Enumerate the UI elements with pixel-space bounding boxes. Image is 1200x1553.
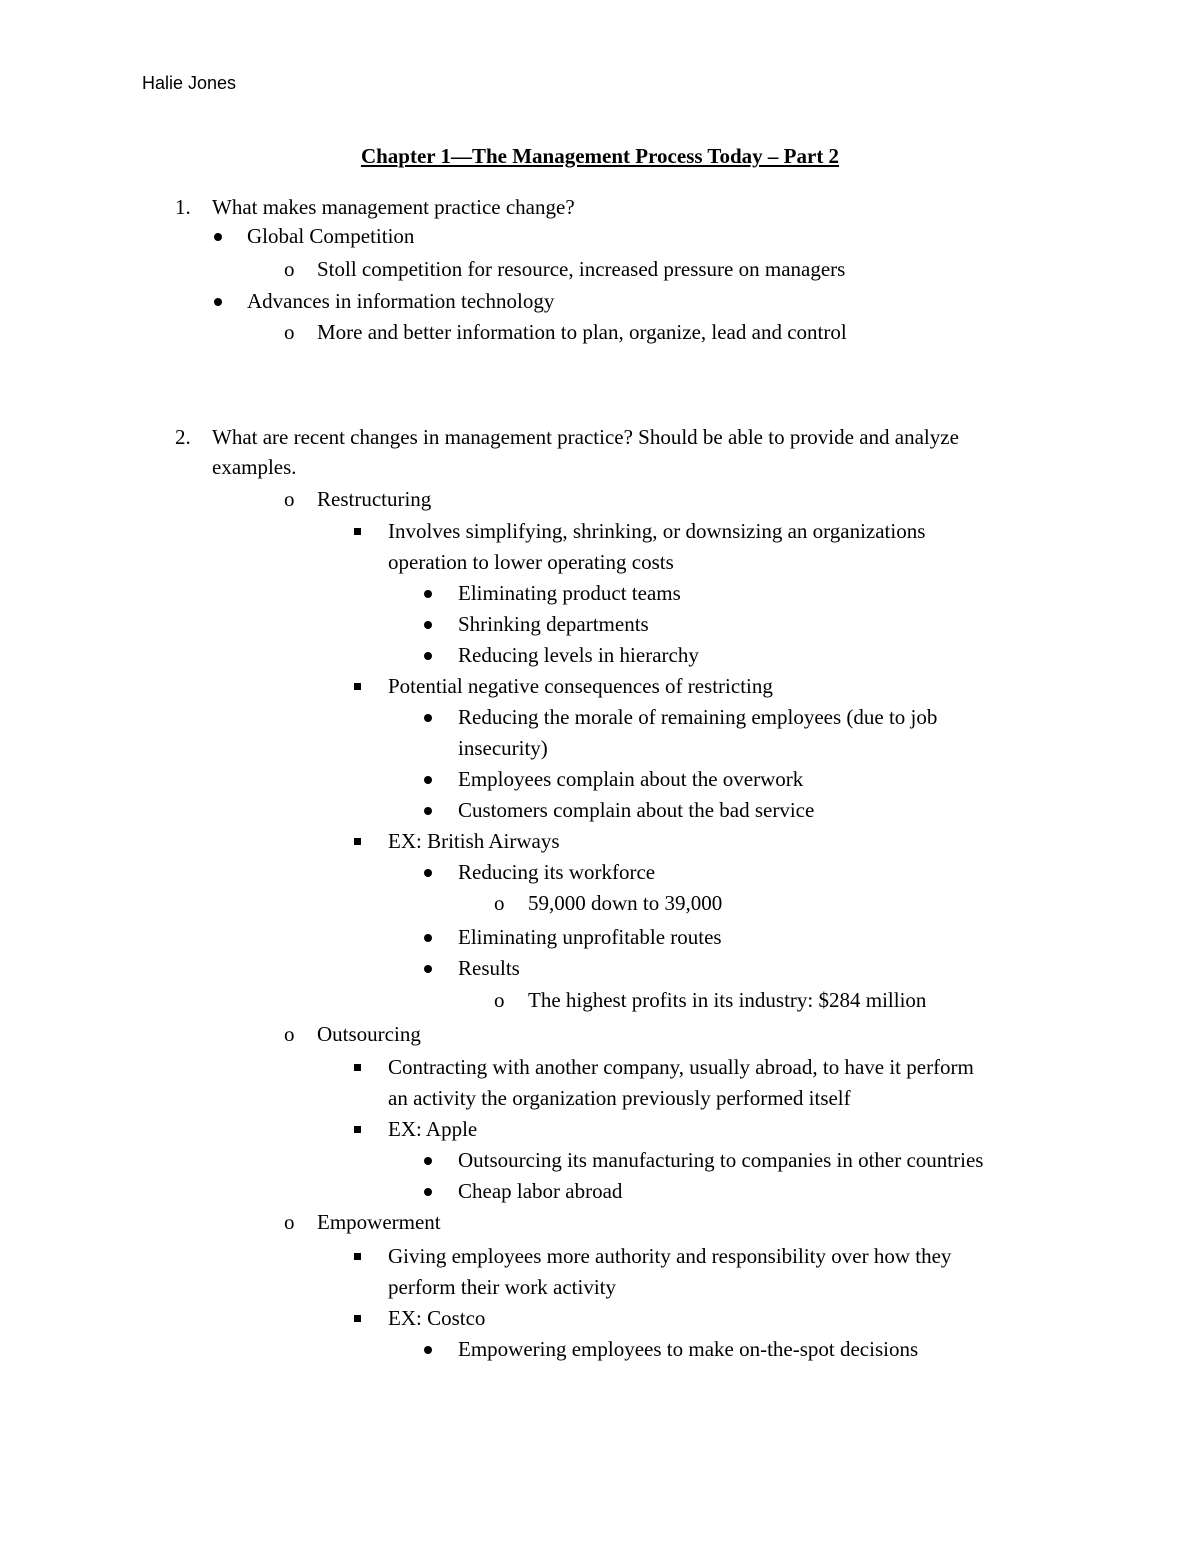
square-bullet-icon [354, 838, 361, 845]
list-item: Outsourcing its manufacturing to companies in other countries [458, 1148, 984, 1172]
list-item: Reducing levels in hierarchy [458, 643, 699, 667]
circle-bullet-icon: o [494, 891, 505, 915]
circle-bullet-icon: o [284, 487, 295, 511]
circle-bullet-icon: o [284, 1210, 295, 1234]
bullet-dot-icon [424, 776, 432, 784]
list-item-continued: perform their work activity [388, 1275, 617, 1299]
list-item: EX: Costco [388, 1306, 486, 1330]
square-bullet-icon [354, 528, 361, 535]
square-bullet-icon [354, 683, 361, 690]
section-empowerment: Empowerment [317, 1210, 441, 1234]
bullet-dot-icon [424, 1188, 432, 1196]
list-item: EX: Apple [388, 1117, 478, 1141]
list-item: EX: British Airways [388, 829, 560, 853]
circle-bullet-icon: o [284, 320, 295, 344]
list-item: More and better information to plan, organize, lead and control [317, 320, 847, 344]
question-2-line1: What are recent changes in management practice? Should be able to provide and analyze [212, 425, 959, 449]
square-bullet-icon [354, 1253, 361, 1260]
list-item-continued: operation to lower operating costs [388, 550, 674, 574]
circle-bullet-icon: o [494, 988, 505, 1012]
list-item: Shrinking departments [458, 612, 649, 636]
circle-bullet-icon: o [284, 1022, 295, 1046]
list-item: Customers complain about the bad service [458, 798, 815, 822]
list-item: Employees complain about the overwork [458, 767, 804, 791]
list-item: Contracting with another company, usually abroad, to have it perform [388, 1055, 974, 1079]
list-item: Reducing its workforce [458, 860, 656, 884]
list-item: Eliminating unprofitable routes [458, 925, 722, 949]
square-bullet-icon [354, 1126, 361, 1133]
list-item: Involves simplifying, shrinking, or downsizing an organizations [388, 519, 926, 543]
bullet-dot-icon [424, 652, 432, 660]
list-item: Empowering employees to make on-the-spot decisions [458, 1337, 919, 1361]
square-bullet-icon [354, 1064, 361, 1071]
bullet-dot-icon [214, 298, 222, 306]
bullet-dot-icon [214, 233, 222, 241]
bullet-dot-icon [424, 621, 432, 629]
list-item-continued: insecurity) [458, 736, 548, 760]
list-item: The highest profits in its industry: $284 million [528, 988, 927, 1012]
bullet-dot-icon [424, 1346, 432, 1354]
bullet-dot-icon [424, 1157, 432, 1165]
section-outsourcing: Outsourcing [317, 1022, 421, 1046]
list-item: Stoll competition for resource, increased pressure on managers [317, 257, 846, 281]
list-number-2: 2. [175, 425, 191, 449]
list-item: Cheap labor abroad [458, 1179, 623, 1203]
list-item: Potential negative consequences of restricting [388, 674, 773, 698]
list-item: Reducing the morale of remaining employees (due to job [458, 705, 938, 729]
document-title: Chapter 1—The Management Process Today – Part 2 [360, 144, 840, 168]
bullet-dot-icon [424, 714, 432, 722]
square-bullet-icon [354, 1315, 361, 1322]
list-number-1: 1. [175, 195, 191, 219]
list-item: Advances in information technology [247, 289, 555, 313]
bullet-dot-icon [424, 590, 432, 598]
circle-bullet-icon: o [284, 257, 295, 281]
list-item: Eliminating product teams [458, 581, 681, 605]
list-item: 59,000 down to 39,000 [528, 891, 723, 915]
list-item: Giving employees more authority and responsibility over how they [388, 1244, 952, 1268]
bullet-dot-icon [424, 965, 432, 973]
author-name: Halie Jones [142, 73, 237, 93]
bullet-dot-icon [424, 807, 432, 815]
question-1: What makes management practice change? [212, 195, 575, 219]
section-restructuring: Restructuring [317, 487, 432, 511]
list-item: Results [458, 956, 520, 980]
list-item-continued: an activity the organization previously performed itself [388, 1086, 851, 1110]
question-2-line2: examples. [212, 455, 297, 479]
list-item: Global Competition [247, 224, 415, 248]
bullet-dot-icon [424, 934, 432, 942]
bullet-dot-icon [424, 869, 432, 877]
